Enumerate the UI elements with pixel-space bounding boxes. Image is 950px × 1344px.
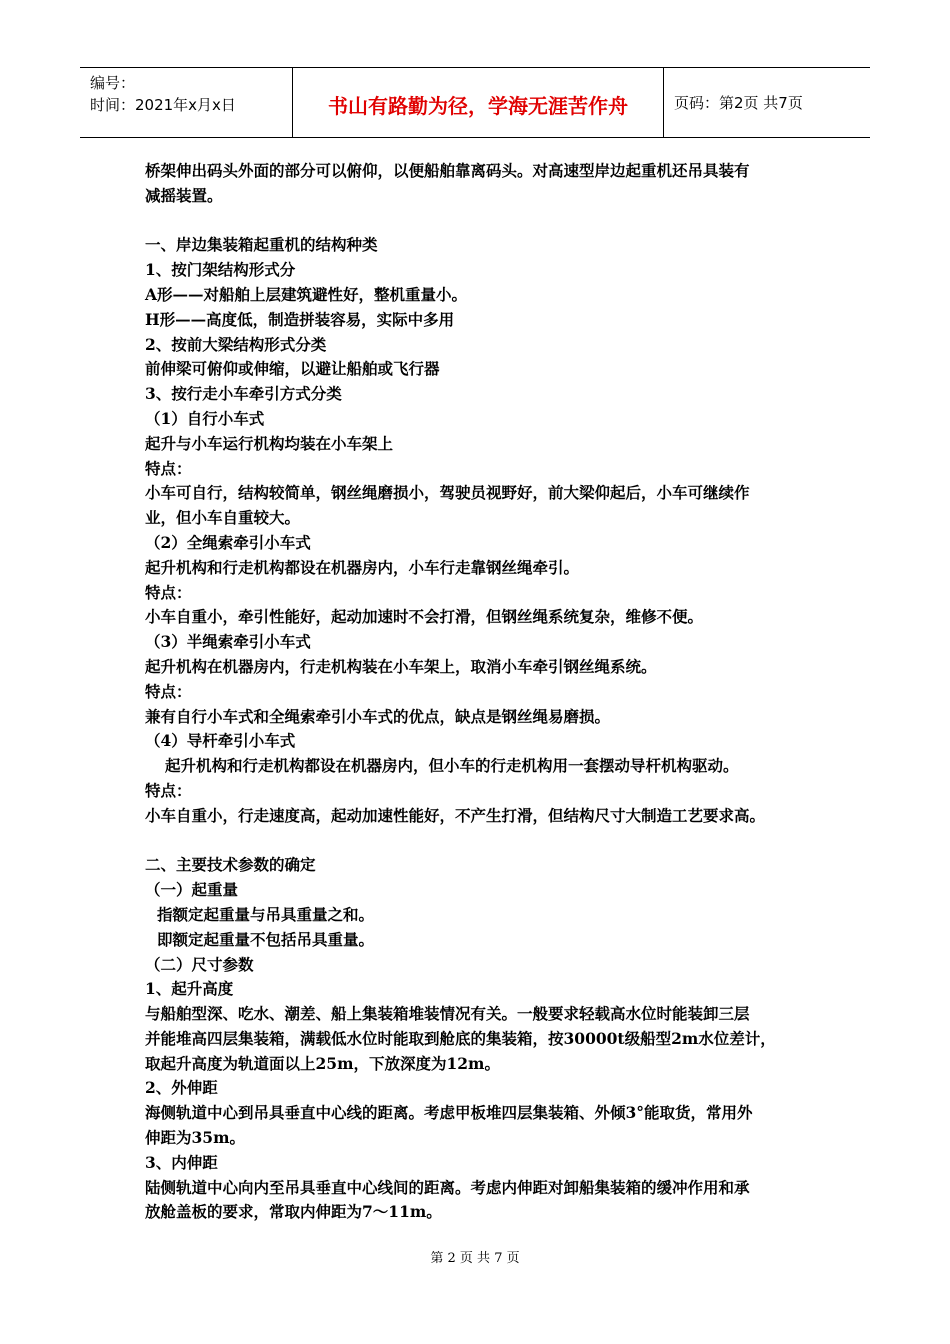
body-line: 二、主要技术参数的确定: [145, 855, 316, 875]
header-motto: 书山有路勤为径，学海无涯苦作舟: [293, 68, 664, 137]
doc-code-label: 编号：: [90, 74, 136, 92]
blank-line: [145, 829, 820, 854]
body-line: 起升机构在机器房内，行走机构装在小车架上，取消小车牵引钢丝绳系统。: [145, 656, 657, 676]
header-page-number: 页码：第2页 共7页: [674, 94, 803, 112]
body-line: 特点：: [145, 582, 192, 602]
body-line: 指额定起重量与吊具重量之和。: [157, 904, 375, 924]
body-line: 并能堆高四层集装箱，满载低水位时能取到舱底的集装箱，按30000t级船型2m水位差计，: [145, 1028, 776, 1048]
body-line: 2、按前大梁结构形式分类: [145, 334, 327, 354]
blank-line: [145, 209, 820, 234]
body-line: 伸距为35m。: [145, 1128, 245, 1148]
body-line: （一）起重量: [145, 880, 239, 900]
body-line: 前伸梁可俯仰或伸缩，以避让船舶或飞行器: [145, 359, 440, 379]
body-line: 小车自重小，行走速度高，起动加速性能好，不产生打滑，但结构尺寸大制造工艺要求高。: [145, 805, 766, 825]
body-line: 特点：: [145, 780, 192, 800]
body-line: 兼有自行小车式和全绳索牵引小车式的优点，缺点是钢丝绳易磨损。: [145, 706, 611, 726]
body-line: （二）尺寸参数: [145, 954, 254, 974]
body-line: 1、起升高度: [145, 979, 234, 999]
body-line: 起升机构和行走机构都设在机器房内，小车行走靠钢丝绳牵引。: [145, 557, 580, 577]
body-line: 起升与小车运行机构均装在小车架上: [145, 433, 394, 453]
page-footer: 第 2 页 共 7 页: [430, 1251, 520, 1266]
body-line: 2、外伸距: [145, 1078, 218, 1098]
body-line: 小车可自行，结构较简单，钢丝绳磨损小，驾驶员视野好，前大梁仰起后，小车可继续作: [145, 483, 750, 503]
body-line: H形——高度低，制造拼装容易，实际中多用: [145, 309, 455, 329]
body-line: 1、按门架结构形式分: [145, 260, 296, 280]
body-line: 海侧轨道中心到吊具垂直中心线的距离。考虑甲板堆四层集装箱、外倾3°能取货，常用外: [145, 1103, 753, 1123]
body-line: 桥架伸出码头外面的部分可以俯仰，以便船舶靠离码头。对高速型岸边起重机还吊具装有: [145, 161, 750, 180]
body-line: 3、内伸距: [145, 1152, 218, 1172]
body-line: 特点：: [145, 681, 192, 701]
body-line: 即额定起重量不包括吊具重量。: [157, 929, 375, 949]
body-line: （1）自行小车式: [145, 408, 265, 428]
body-line: （4）导杆牵引小车式: [145, 731, 296, 751]
body-line: 陆侧轨道中心向内至吊具垂直中心线间的距离。考虑内伸距对卸船集装箱的缓冲作用和承: [145, 1177, 750, 1197]
header-info-cell: [80, 68, 293, 137]
body-line: 取起升高度为轨道面以上25m，下放深度为12m。: [145, 1053, 500, 1073]
body-line: 特点：: [145, 458, 192, 478]
body-line: 起升机构和行走机构都设在机器房内，但小车的行走机构用一套摆动导杆机构驱动。: [165, 756, 739, 776]
doc-date-label: 时间：2021年x月x日: [90, 96, 236, 114]
body-line: （2）全绳索牵引小车式: [145, 532, 311, 552]
body-line: 一、岸边集装箱起重机的结构种类: [145, 235, 378, 255]
body-line: A形——对船舶上层建筑避性好，整机重量小。: [145, 284, 468, 304]
body-line: 小车自重小，牵引性能好，起动加速时不会打滑，但钢丝绳系统复杂，维修不便。: [145, 607, 704, 627]
document-body: [145, 159, 820, 1225]
body-line: （3）半绳索牵引小车式: [145, 632, 311, 652]
body-line: 与船舶型深、吃水、潮差、船上集装箱堆装情况有关。一般要求轻载高水位时能装卸三层: [145, 1004, 750, 1024]
body-line: 放舱盖板的要求，常取内伸距为7～11m。: [145, 1202, 442, 1222]
body-line: 业，但小车自重较大。: [145, 508, 301, 528]
header-table: [80, 67, 870, 138]
body-line: 3、按行走小车牵引方式分类: [145, 384, 342, 404]
body-line: 减摇装置。: [145, 185, 223, 205]
